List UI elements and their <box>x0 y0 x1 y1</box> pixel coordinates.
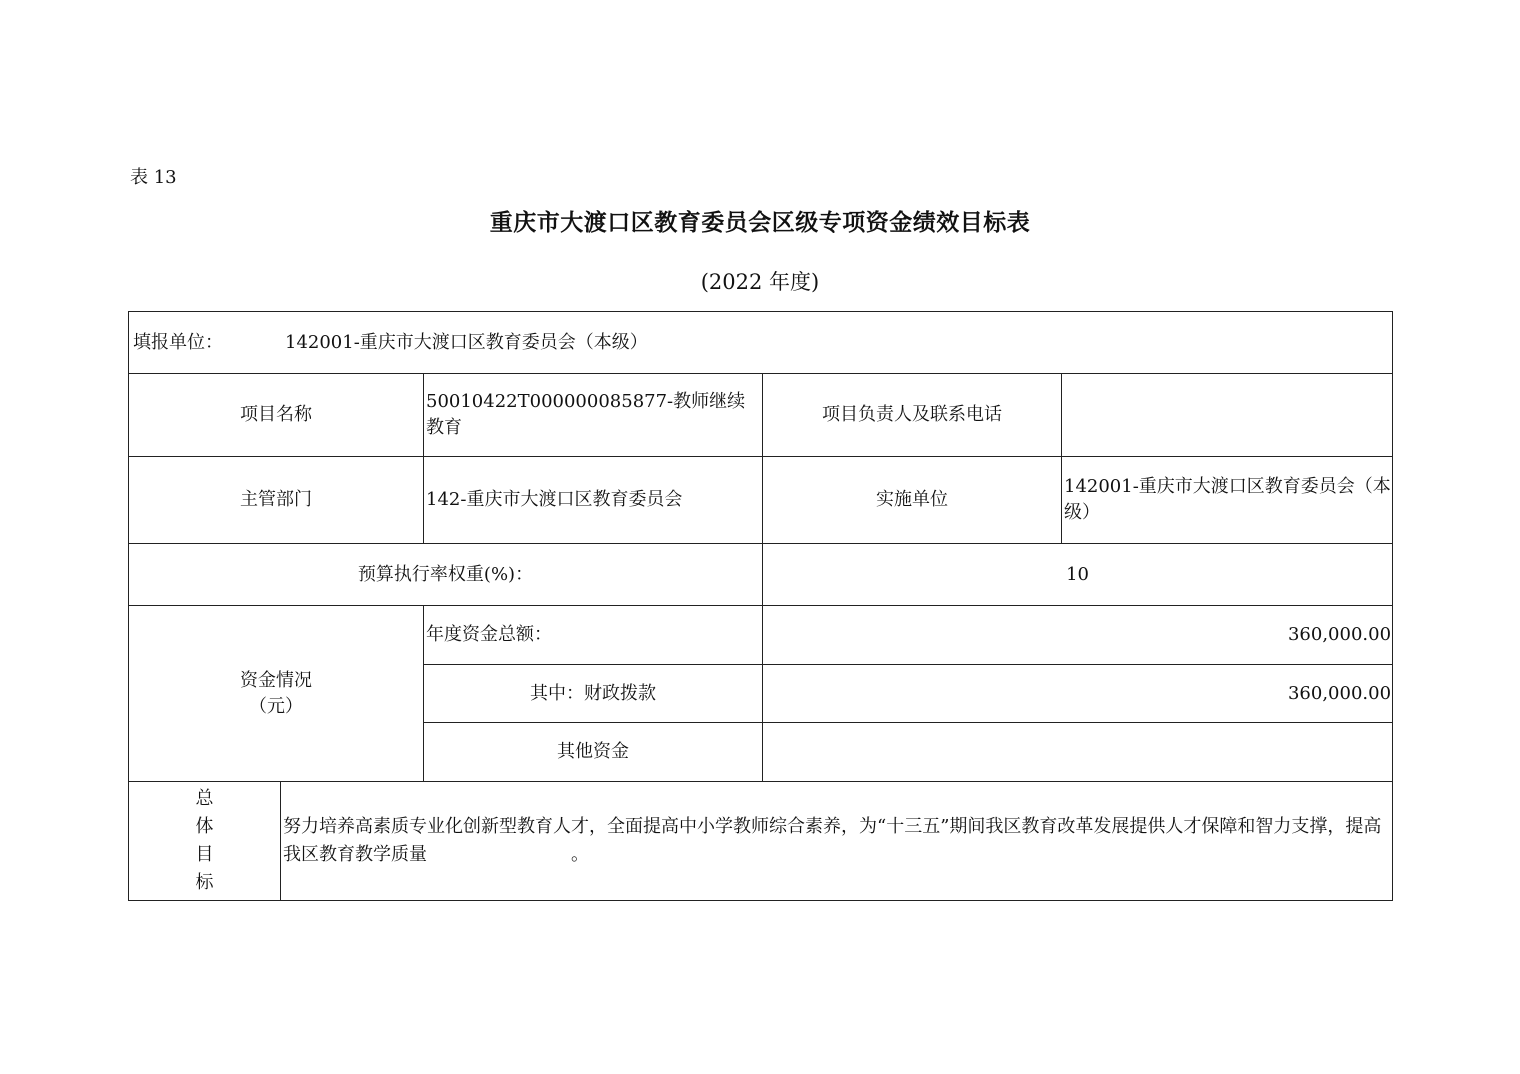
objective-label-char: 体 <box>195 816 214 837</box>
funding-label-cell <box>129 606 424 782</box>
department-label: 主管部门 <box>129 457 424 544</box>
other-funds-label: 其他资金 <box>424 723 763 782</box>
department-value: 142-重庆市大渡口区教育委员会 <box>424 457 763 544</box>
filling-unit-cell <box>129 312 1393 374</box>
project-name-value: 50010422T000000085877-教师继续教育 <box>424 374 763 457</box>
project-name-row <box>129 374 1393 457</box>
fiscal-label: 其中：财政拨款 <box>424 665 763 723</box>
implementing-unit-label: 实施单位 <box>763 457 1062 544</box>
budget-weight-label: 预算执行率权重(%)： <box>129 544 763 606</box>
objective-label-char: 目 <box>195 844 214 865</box>
filling-unit-label: 填报单位： <box>133 331 223 353</box>
project-contact-label: 项目负责人及联系电话 <box>763 374 1062 457</box>
budget-weight-row <box>129 544 1393 606</box>
annual-total-label: 年度资金总额： <box>424 606 763 665</box>
table-number: 表 13 <box>130 167 177 188</box>
overall-objective-row <box>129 782 1393 901</box>
filling-unit-value: 142001-重庆市大渡口区教育委员会（本级） <box>285 331 648 353</box>
annual-total-value: 360,000.00 <box>763 606 1393 665</box>
funding-label: 资金情况 <box>240 669 312 691</box>
objective-label-char: 标 <box>195 872 214 893</box>
performance-target-table <box>128 311 1393 901</box>
overall-objective-label <box>129 782 281 901</box>
project-name-label: 项目名称 <box>129 374 424 457</box>
annual-total-row <box>129 606 1393 665</box>
overall-objective-text: 努力培养高素质专业化创新型教育人才，全面提高中小学教师综合素养，为“十三五”期间我区教育改革发展提供人才保障和智力支撑，提高我区教育教学质量 。 <box>281 782 1393 901</box>
filling-unit-row <box>129 312 1393 374</box>
project-contact-value <box>1062 374 1393 457</box>
budget-weight-value: 10 <box>763 544 1393 606</box>
other-funds-value <box>763 723 1393 782</box>
document-subtitle: (2022 年度) <box>700 270 820 294</box>
document-title: 重庆市大渡口区教育委员会区级专项资金绩效目标表 <box>489 209 1031 236</box>
implementing-unit-value: 142001-重庆市大渡口区教育委员会（本级） <box>1062 457 1393 544</box>
fiscal-value: 360,000.00 <box>763 665 1393 723</box>
objective-label-char: 总 <box>195 788 214 809</box>
funding-unit: （元） <box>249 695 303 717</box>
department-row <box>129 457 1393 544</box>
